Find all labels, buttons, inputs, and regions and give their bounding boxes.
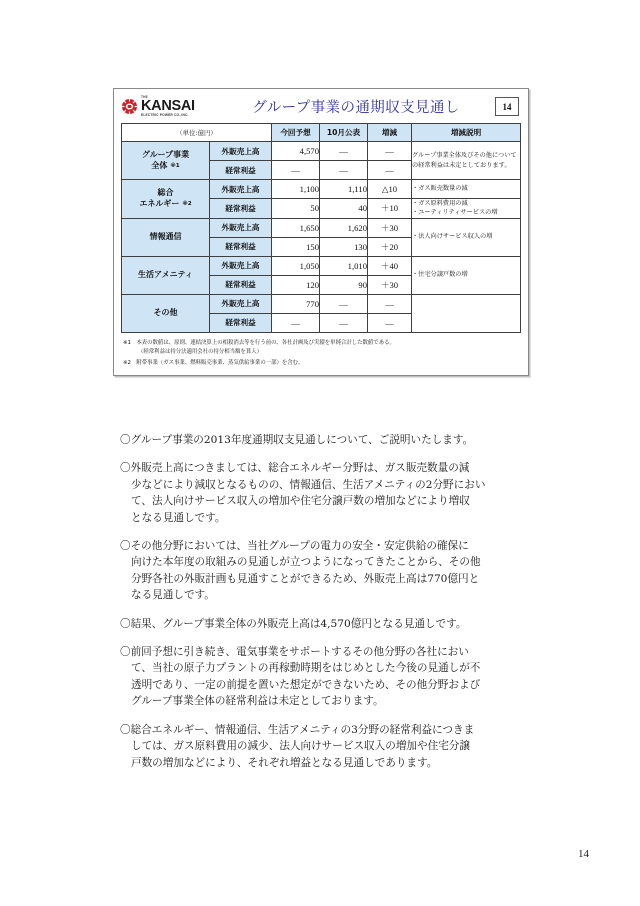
cell-october: —: [320, 142, 368, 161]
paragraph-line: 向けた本年度の取組みの見通しが立つようになってきたことから、その他: [131, 556, 481, 569]
logo-trademark: THE: [141, 94, 148, 99]
cell-change: —: [368, 313, 412, 332]
cell-forecast: 50: [272, 199, 320, 219]
column-header-explanation: 増減説明: [412, 124, 521, 142]
paragraph-4: [120, 616, 540, 632]
paragraph-line: て、当社の原子力プラントの再稼動時期をはじめとした今後の見通しが不: [131, 662, 481, 675]
paragraph-line: 〇その他分野においては、当社グループの電力の安全・安定供給の確保に: [120, 540, 469, 553]
footnote-1-line-2: （経常利益は持分法適用会社の持分相当額を算入）: [138, 348, 262, 355]
category-note: ※1: [170, 162, 180, 169]
cell-change: —: [368, 294, 412, 313]
cell-explanation: ・ガス原料費用の減 ・ユーティリティサービスの増: [412, 199, 521, 219]
unit-label: （単位:億円）: [122, 124, 272, 142]
paragraph-line: 少などにより減収となるものの、情報通信、生活アメニティの2分野におい: [131, 478, 486, 491]
row-item-label: 経常利益: [210, 313, 272, 332]
logo-wordmark: KANSAI: [141, 97, 195, 114]
cell-explanation: グループ事業全体及びその他についての経常利益は未定としております。: [412, 142, 521, 180]
column-header-forecast: 今回予想: [272, 124, 320, 142]
narrative-body: [120, 432, 540, 783]
paragraph-line: 戸数の増加などにより、それぞれ増益となる見通しであります。: [131, 756, 438, 769]
paragraph-5: [120, 644, 540, 710]
cell-change: △10: [368, 180, 412, 199]
cell-october: 1,010: [320, 256, 368, 275]
cell-october: —: [320, 313, 368, 332]
table-header-row: [122, 124, 521, 142]
paragraph-line: 透明であり、一定の前提を置いた想定ができないため、その他分野および: [131, 678, 481, 691]
row-item-label: 外販売上高: [210, 256, 272, 275]
paragraph-line: 〇グループ事業の2013年度通期収支見通しについて、ご説明いたします。: [120, 434, 474, 446]
category-label: 情報通信: [149, 231, 182, 241]
cell-explanation: ・住宅分譲戸数の増: [412, 256, 521, 294]
row-item-label: 経常利益: [210, 161, 272, 180]
paragraph-line: 〇前回予想に引き続き、電気事業をサポートするその他分野の各社におい: [120, 646, 469, 659]
slide-header: [114, 89, 528, 123]
row-item-label: 経常利益: [210, 199, 272, 219]
category-others: [122, 294, 210, 332]
cell-change: —: [368, 142, 412, 161]
page-title: グループ事業の通期収支見通し: [252, 100, 460, 116]
row-item-label: 経常利益: [210, 275, 272, 294]
slide-container: [113, 88, 529, 376]
row-item-label: 外販売上高: [210, 142, 272, 161]
cell-change: ＋30: [368, 275, 412, 294]
paragraph-line: しては、ガス原料費用の減少、法人向けサービス収入の増加や住宅分譲: [131, 740, 470, 753]
cell-explanation: ・法人向けサービス収入の増: [412, 218, 521, 256]
cell-october: 130: [320, 237, 368, 256]
cell-october: —: [320, 294, 368, 313]
paragraph-line: 〇外販売上高につきましては、総合エネルギー分野は、ガス販売数量の減: [120, 462, 470, 475]
cell-forecast: —: [272, 161, 320, 180]
table-row: [122, 256, 521, 275]
category-label: その他: [153, 307, 178, 317]
table-row: [122, 142, 521, 161]
paragraph-line: なる見通しです。: [131, 589, 215, 602]
cell-forecast: 770: [272, 294, 320, 313]
slide-number-badge: 14: [495, 97, 519, 116]
column-header-change: 増減: [368, 124, 412, 142]
category-note: ※2: [182, 200, 192, 207]
table-row: [122, 218, 521, 237]
category-info-comm: [122, 218, 210, 256]
cell-change: ＋10: [368, 199, 412, 219]
paragraph-3: [120, 538, 540, 604]
cell-forecast: 150: [272, 237, 320, 256]
paragraph-line: 〇結果、グループ事業全体の外販売上高は4,570億円となる見通しです。: [120, 617, 467, 630]
paragraph-line: となる見通しです。: [131, 511, 226, 524]
table-row: [122, 180, 521, 199]
cell-explanation: [412, 294, 521, 332]
category-life-amenity: [122, 256, 210, 294]
row-item-label: 外販売上高: [210, 294, 272, 313]
paragraph-line: て、法人向けサービス収入の増加や住宅分譲戸数の増加などにより増収: [131, 495, 470, 508]
cell-october: —: [320, 161, 368, 180]
kansai-logo: [121, 96, 217, 118]
financial-table: [121, 123, 521, 333]
cell-forecast: 120: [272, 275, 320, 294]
cell-explanation: ・ガス販売数量の減: [412, 180, 521, 199]
cell-october: 90: [320, 275, 368, 294]
cell-forecast: 1,100: [272, 180, 320, 199]
paragraph-line: グループ事業全体の経常利益は未定としております。: [131, 695, 384, 708]
category-label: 総合 エネルギー: [139, 188, 180, 208]
cell-forecast: —: [272, 313, 320, 332]
category-label: グループ事業 全体: [141, 149, 190, 170]
cell-change: ＋20: [368, 237, 412, 256]
cell-october: 1,110: [320, 180, 368, 199]
cell-october: 1,620: [320, 218, 368, 237]
cell-change: ＋40: [368, 256, 412, 275]
cell-forecast: 1,650: [272, 218, 320, 237]
column-header-october: 10月公表: [320, 124, 368, 142]
footnote-1-line-1: ※1 本表の数値は、原則、連結決算上の相殺消去等を行う前の、各社計画及び実績を単純合計した数値である。: [123, 339, 395, 346]
paragraph-line: 分野各社の外販計画も見通すことができるため、外販売上高は770億円と: [131, 572, 480, 585]
category-energy: [122, 180, 210, 219]
paragraph-1: [120, 432, 540, 448]
logo-subtitle: ELECTRIC POWER CO.,INC.: [141, 113, 189, 118]
category-label: 生活アメニティ: [138, 269, 193, 279]
paragraph-6: [120, 722, 540, 771]
cell-change: —: [368, 161, 412, 180]
cell-forecast: 1,050: [272, 256, 320, 275]
row-item-label: 外販売上高: [210, 180, 272, 199]
paragraph-2: [120, 460, 540, 526]
financial-table-wrapper: [114, 123, 528, 337]
paragraph-line: 〇総合エネルギー、情報通信、生活アメニティの3分野の経常利益につきま: [120, 723, 475, 736]
footnote-2-line-1: ※2 附帯事業（ガス事業、燃料販売事業、蒸気供給事業の一部）を含む。: [123, 360, 304, 367]
category-group-total: [122, 142, 210, 180]
row-item-label: 外販売上高: [210, 218, 272, 237]
gear-icon: [121, 98, 138, 115]
table-row: [122, 294, 521, 313]
page-folio: 14: [578, 848, 589, 860]
cell-change: ＋30: [368, 218, 412, 237]
cell-forecast: 4,570: [272, 142, 320, 161]
table-footnotes: [114, 337, 528, 376]
cell-october: 40: [320, 199, 368, 219]
row-item-label: 経常利益: [210, 237, 272, 256]
